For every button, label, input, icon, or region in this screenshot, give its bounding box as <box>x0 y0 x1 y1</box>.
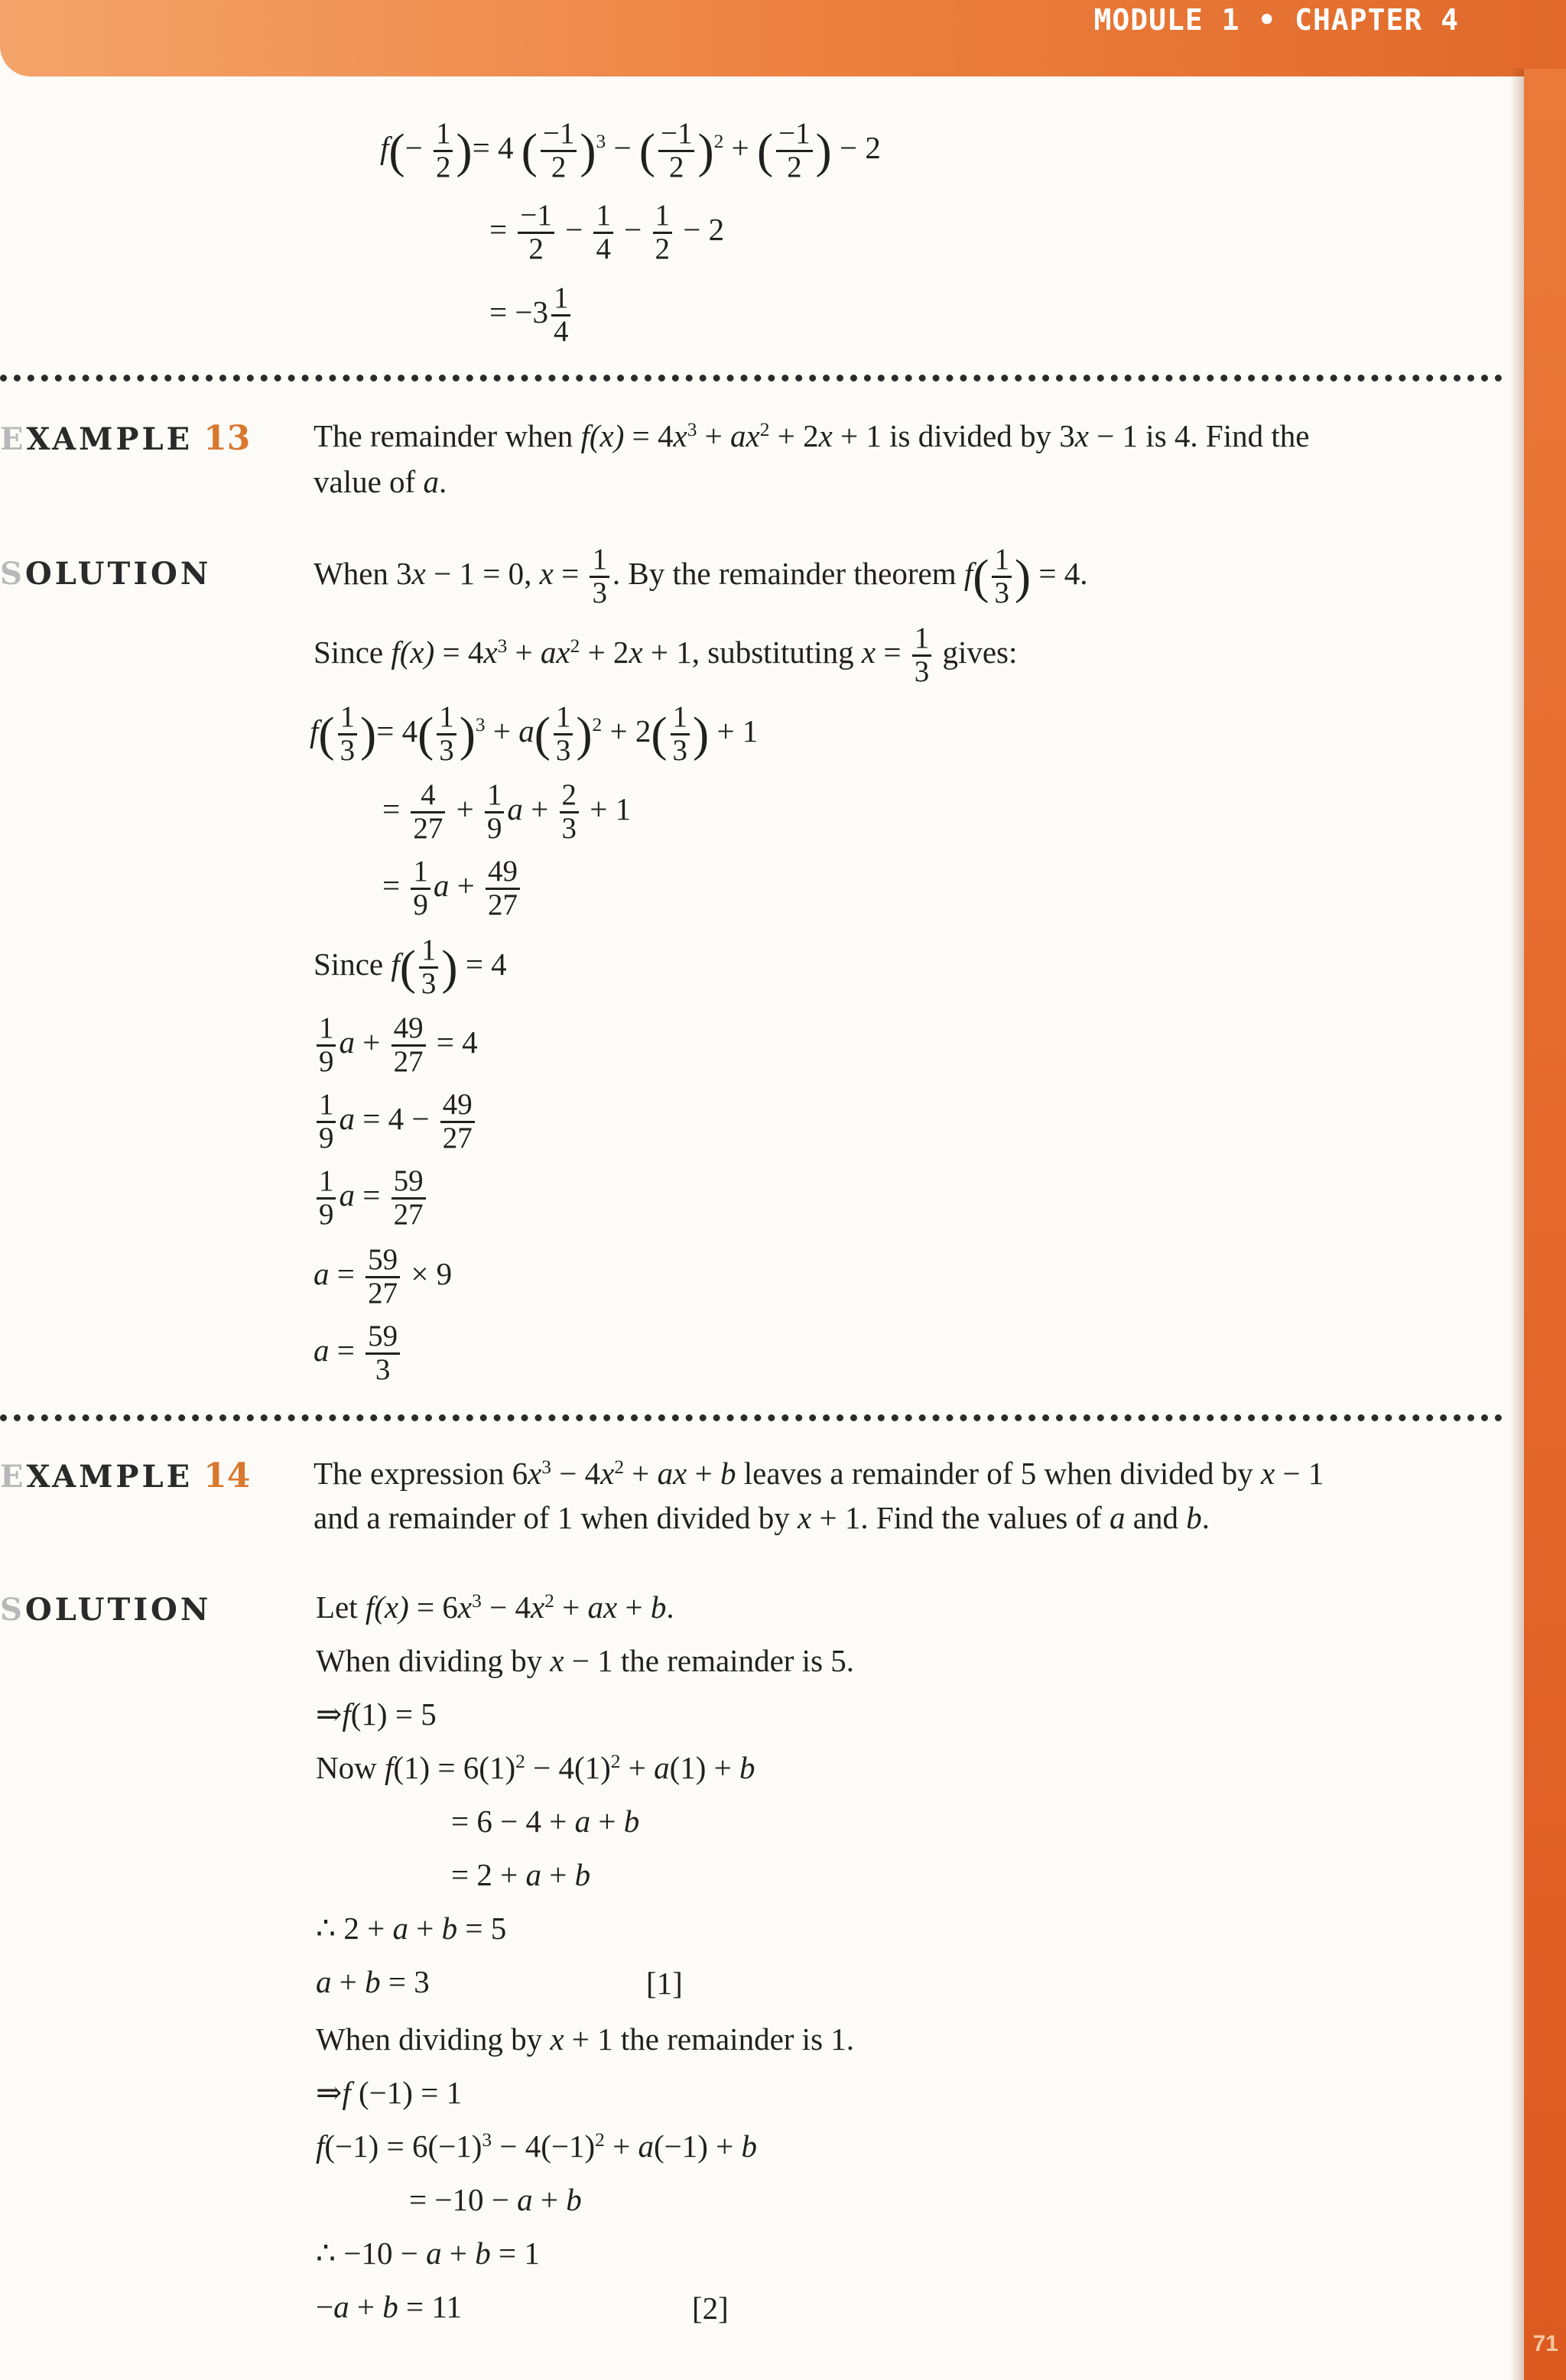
solution-13-line-11: a = $\frac{59}{3}$ <box>314 1321 403 1386</box>
solution-14-line-9: When dividing by x + 1 the remainder is 1. <box>316 2021 855 2057</box>
solution-13-line-7: $\frac{1}{9}$ a + $\frac{49}{27}$ = 4 <box>314 1013 478 1078</box>
solution-14-line-7: ∴ 2 + a + b = 5 <box>316 1911 507 1946</box>
solution-14-line-11: $f(-1) = 6(-1)^3 - 4(-1)^2 + a(-1) + b$ <box>316 2128 758 2164</box>
solution-13-line-9: $\frac{1}{9}$ a = $\frac{59}{27}$ <box>314 1166 429 1231</box>
example-13-label: EXAMPLE 13 <box>0 419 251 458</box>
top-work-line-1: f(− $\frac{1}{2}$ )= 4 ( $\frac{-1}{2}$ )$^3$ − ( $\frac{-1}{2}$ )$^2$ + ( $\frac{-1}{2}$ ) − 2 <box>380 117 881 183</box>
page-number: 71 <box>1532 2331 1558 2356</box>
solution-13-line-10: a = $\frac{59}{27}$ × 9 <box>314 1243 453 1310</box>
solution-14-line-6: = 2 + a + b <box>451 1857 591 1892</box>
page-edge-bar <box>1524 69 1566 2380</box>
section-divider <box>0 375 1503 382</box>
chapter-title: MODULE 1 • CHAPTER 4 <box>1093 3 1459 37</box>
solution-13-line-1: When 3x − 1 = 0, x = $\frac{1}{3}$ . By the remainder theorem f( $\frac{1}{3}$ ) = 4. <box>314 543 1088 609</box>
solution-14-line-5: = 6 − 4 + a + b <box>451 1804 640 1839</box>
example-14-question-line-2: and a remainder of 1 when divided by x + 1. Find the values of a and b. <box>314 1500 1210 1535</box>
solution-14-line-3: ⇒f(1) = 5 <box>316 1697 437 1732</box>
solution-14-line-10: ⇒f (−1) = 1 <box>316 2075 463 2110</box>
solution-13-line-8: $\frac{1}{9}$ a = 4 − $\frac{49}{27}$ <box>314 1089 478 1154</box>
example-13-solution-label: SOLUTION <box>0 556 212 592</box>
solution-14-line-1: Let $f(x) = 6x^3 - 4x^2$ + ax + b. <box>316 1589 674 1625</box>
solution-13-line-3: f( $\frac{1}{3}$ )= 4( $\frac{1}{3}$ )$^3$ + a( $\frac{1}{3}$ )$^2$ + 2( $\frac{1}{3}$ ) + 1 <box>310 700 759 767</box>
example-14-question-line-1: The expression $6x^3 - 4x^2$ + ax + b leaves a remainder of 5 when divided by x − 1 <box>314 1456 1324 1491</box>
solution-13-line-5: = $\frac{1}{9}$ a + $\frac{49}{27}$ <box>382 856 523 921</box>
solution-13-line-4: = $\frac{4}{27}$ + $\frac{1}{9}$ a + $\frac{2}{3}$ + 1 <box>382 778 632 845</box>
example-14-solution-label: SOLUTION <box>0 1592 212 1628</box>
solution-14-line-8: a + b = 3 <box>316 1964 430 1999</box>
top-work-line-3: = −3 $\frac{1}{4}$ <box>489 283 573 348</box>
solution-13-line-2: Since $f(x) = 4x^3 + ax^2 + 2x + 1$, substituting x = $\frac{1}{3}$ gives: <box>314 622 1018 688</box>
solution-13-line-6: Since f( $\frac{1}{3}$ ) = 4 <box>314 933 507 1000</box>
solution-14-line-13: ∴ −10 − a + b = 1 <box>316 2236 540 2271</box>
equation-tag-1: [1] <box>646 1966 683 2001</box>
chapter-header-bar <box>0 0 1566 76</box>
example-13-question-line-1: The remainder when $f(x) = 4x^3 + ax^2 + 2x + 1$ is divided by 3x − 1 is 4. Find the <box>314 418 1310 453</box>
solution-14-line-4: Now $f(1) = 6(1)^2 - 4(1)^2 + a(1) + b$ <box>316 1750 755 1785</box>
solution-14-line-12: = −10 − a + b <box>409 2182 582 2217</box>
example-14-label: EXAMPLE 14 <box>0 1456 251 1495</box>
solution-14-line-2: When dividing by x − 1 the remainder is 5. <box>316 1643 855 1678</box>
equation-tag-2: [2] <box>692 2291 729 2326</box>
section-divider <box>0 1414 1503 1421</box>
example-13-question-line-2: value of a. <box>314 464 447 499</box>
solution-14-line-14: −a + b = 11 <box>316 2289 462 2324</box>
top-work-line-2: = $\frac{-1}{2}$ − $\frac{1}{4}$ − $\frac{1}{2}$ − 2 <box>489 199 725 265</box>
